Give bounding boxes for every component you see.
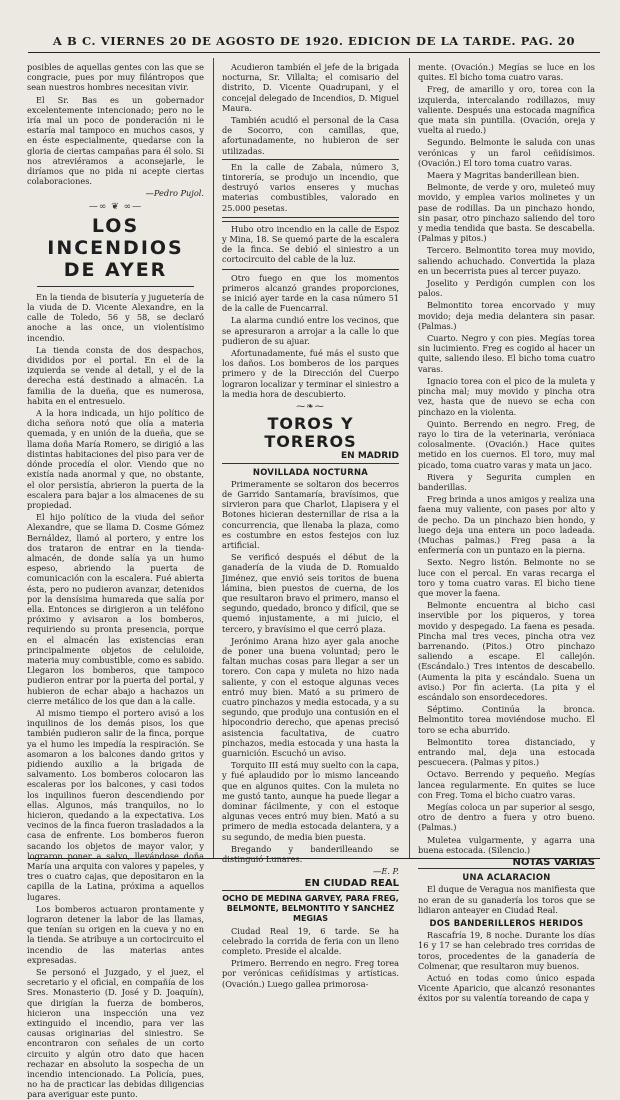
article-paragraph: Quinto. Berrendo en negro. Freg, de rayo lo tira de la veterinaria, veróniaca colosalmente. (Ovación.) Hace quites metido en los cuernos. El toro, muy mal picado, toma cuatro varas y mata un jaco. (418, 418, 595, 470)
column-divider (213, 58, 214, 858)
ornament-divider: —∞ ❦ ∞— (88, 201, 143, 212)
banderilleros-heading: DOS BANDERILLEROS HERIDOS (429, 918, 584, 929)
incendios-heading: LOS INCENDIOS (47, 214, 184, 259)
article-paragraph: En la tienda de bisutería y juguetería de la viuda de D. Vicente Alexandre, en la calle de Toledo, 56 y 58, se declaró anoche a las once, un violentísimo incendio. (27, 291, 204, 343)
article-paragraph: Bregando y banderilleando se distinguió Lunares. (222, 843, 399, 865)
article-paragraph: Ciudad Real 19, 6 tarde. Se ha celebrado la corrida de feria con un lleno completo. Preside el alcalde. (222, 925, 399, 957)
article-paragraph: Se personó el Juzgado, y el juez, el secretario y el oficial, en compañía de los Sres. Monasterio (D. José y D. Joaquín), que dirigían la fuerza de bomberos, hicieron una inspección una vez extinguido el incendio, para ver las causas originarias del siniestro. Se encontraron con señales de un corto circuito y algún otro dato que hacen rechazar en absoluto la sospecha de un incendio intencionado. La Policía, pues, no ha de practicar las debidas diligencias para averiguar este punto. (27, 967, 204, 1100)
notas-varias-heading: NOTAS VARIAS (418, 858, 595, 869)
article-paragraph: Sexto. Negro listón. Belmonte no se luce con el percal. En varas recarga el toro y toma cuatro varas. El bicho tiene que mover la faena. (418, 557, 595, 598)
article-paragraph: Al mismo tiempo el portero avisó a los inquilinos de los demás pisos, los que también pudieron salir de la finca, porque ya el humo les impedía la respiración. Se asomaron a los balcones dando gritos y pidiendo auxilio a la brigada de salvamento. Los bomberos colocaron las escaleras por los balcones, y casi todos los inquilinos fueron descendiendo por ellas. Algunos, más tranquilos, no lo hicieron, quedando a la expectativa. Los vecinos de la finca fueron trasladados a la casa de enfrente. Los bomberos fueron sacando los objetos de mayor valor, y lograron poner a salvo, llevándose doña María una arquita con valores y papeles, y tres o cuatro cajas, que depositaron en la capilla de la Latina, próxima a aquellos lugares. (27, 707, 204, 902)
article-paragraph: Jerónimo Arana hizo ayer gala anoche de poner una buena voluntad; pero le faltan muchas cosas para llegar a ser un torero. Con capa y muleta no hizo nada saliente, y con el estoque algunas veces entró muy bien. Mató a su primero de cuatro pinchazos y media estocada, y a su segundo, que produjo una contusión en el hipocondrio derecho, que apenas precisó asistencia facultativa, de cuatro pinchazos, media estocada y una hasta la guarnición. Escuchó un aviso. (222, 635, 399, 758)
corrida-heading: OCHO DE MEDINA GARVEY, PARA FREG, BELMONTE, BELMONTITO Y SANCHEZ MEGIAS (222, 893, 399, 923)
article-signature: —E. P. (373, 866, 399, 877)
article-paragraph: También acudió el personal de la Casa de Socorro, con camillas, que, afortunadamente, no hubieron de ser utilizadas. (222, 115, 399, 156)
article-paragraph: Acudieron también el jefe de la brigada nocturna, Sr. Villalta; el comisario del distrito, D. Vicente Quadrupani, y el concejal delegado de Incendios, D. Miguel Maura. (222, 62, 399, 113)
article-paragraph: Megías coloca un par superior al sesgo, otro de dentro a fuera y otro bueno. (Palmas.) (418, 802, 595, 833)
news-brief-box (222, 221, 399, 270)
article-paragraph: Primeramente se soltaron dos becerros de Garrido Santamaría, bravísimos, que sirvieron para que Charlot, Llapisera y el Botones hicieran desternillar de risa a la concurrencia, que llenaba la plaza, como es costumbre en estos festejos con luz artificial. (222, 478, 399, 550)
ornament-divider: ⁓❧⁓ (296, 402, 325, 413)
article-paragraph: Rascafría 19, 8 noche. Durante los días 16 y 17 se han celebrado tres corridas de toros, procedentes de la ganadería de Colmenar, que resultaron muy buenos. (418, 930, 595, 971)
incendios-subheading: DE AYER (63, 258, 168, 281)
article-paragraph: Freg brinda a unos amigos y realiza una faena muy valiente, con pases por alto y de pecho. Da un pinchazo bien hondo, y luego deja una entera un poco ladeada. (Muchas palmas.) Freg pasa a la enfermería con un puntazo en la pierna. (418, 494, 595, 556)
header-rule (28, 52, 600, 53)
article-paragraph: El duque de Veragua nos manifiesta que no eran de su ganadería los toros que se lidiaron anteayer en Ciudad Real. (418, 884, 595, 915)
article-paragraph: Otro fuego en que los momentos primeros alcanzó grandes proporciones, se inició ayer tarde en la casa número 51 de la calle de Fuencarral. (222, 272, 399, 314)
article-paragraph: Afortunadamente, fué más el susto que los daños. Los bomberos de los parques primero y de la Dirección del Cuerpo lograron localizar y terminar el siniestro a la media hora de descubierto. (222, 348, 399, 399)
article-paragraph: El Sr. Bas es un gobernador excelentemente intencionado; pero no le iría mal un poco de ponderación ni le estaría mal tampoco en muchos casos, y en éste especialmente, quedarse con la gloria de ciertas campañas para él solo. Si nos atreviéramos a aconsejarle, le diríamos que no pida ni acepte ciertas colaboraciones. (27, 94, 204, 187)
aclaracion-heading: UNA ACLARACION (462, 872, 551, 883)
article-paragraph: Se verificó después el début de la ganadería de la viuda de D. Romualdo Jiménez, que envió seis toritos de buena lámina, bien puestos de cuerna, de los que resultaron bravo el primero, manso el segundo, quedado, bronco y difícil, que se quemó injustamente, a mi juicio, el tercero, y bravísimo el que cerró plaza. (222, 552, 399, 634)
article-paragraph: El hijo político de la viuda del señor Alexandre, que se llama D. Cosme Gómez Bernáldez, llamó al portero, y entre los dos trataron de entrar en la tienda-almacén, de donde salía ya un humo espeso, abriendo la puerta de comunicación con la escalera. Fué abierta ésta, pero no pudieron avanzar, detenidos por la densísima humareda que salía por ella. Entonces se dirigieron a un teléfono próximo y avisaron a los bomberos, requiriendo su pronta presencia, porque en el almacén las existencias eran principalmente objetos de celuloide, materia muy combustible, como es sabido. Llegaron los bomberos, que tampoco pudieron entrar por la puerta del portal, y hubieron de echar abajo a hachazos un cierre metálico de los que dan a la calle. (27, 512, 204, 706)
article-paragraph: Séptimo. Continúa la bronca. Belmontito torea moviéndose mucho. El toro se echa aburrido. (418, 704, 595, 735)
column-3 (418, 62, 595, 1004)
article-paragraph: Hubo otro incendio en la calle de Espoz y Mina, 18. Se quemó parte de la escalera de la finca. Se debió el siniestro a un cortocircuito del cable de la luz. (222, 223, 399, 265)
article-paragraph: Ignacio torea con el pico de la muleta y pincha mal; muy movido y pincha otra vez, hasta que de nuevo se echa con pinchazo en la violenta. (418, 375, 595, 417)
article-paragraph: Primero. Berrendo en negro. Freg torea por verónicas ceñidísimas y artísticas. (Ovación.) Luego gallea primorosa- (222, 958, 399, 989)
ciudad-real-heading: EN CIUDAD REAL (222, 879, 399, 890)
column-1 (27, 62, 204, 1100)
toros-subheading: EN MADRID (222, 451, 399, 463)
article-paragraph: A la hora indicada, un hijo político de dicha señora notó que olía a materia quemada, y en unión de la dueña, que se llama doña María Romero, se dirigió a las distintas habitaciones del piso para ver de dónde procedía el olor. Viendo que no existía nada anormal y que, no obstante, el olor persistía, abrieron la puerta de la escalera para bajar a los almacenes de su propiedad. (27, 408, 204, 510)
column-divider (409, 58, 410, 858)
article-paragraph: Octavo. Berrendo y pequeño. Megías lancea regularmente. En quites se luce con Freg. Toma el bicho cuatro varas. (418, 769, 595, 800)
ornament-rule (37, 286, 194, 287)
news-brief-box (222, 159, 399, 218)
article-paragraph: Freg, de amarillo y oro, torea con la izquierda, intercalando rodillazos, muy valiente. Después una estocada magnífica que mata sin puntilla. (Ovación, oreja y vuelta al ruedo.) (418, 84, 595, 136)
article-paragraph: Belmonte encuentra al bicho casi inservible por los piqueros, y torea movido y despegado. La faena es pesada. Pincha mal tres veces, pincha otra vez barrenando. (Pitos.) Otro pinchazo saliendo a escape. El callejón. (Escándalo.) Tres intentos de descabello. (Aumenta la pita y escándalo. Suena un aviso.) Por fin acierta. (La pita y el escándalo son ensordecedores. (418, 600, 595, 702)
article-paragraph: Segundo. Belmonte le saluda con unas verónicas y un farol ceñidísimos. (Ovación.) El toro toma cuatro varas. (418, 137, 595, 168)
article-paragraph: Maera y Magritas banderillean bien. (427, 170, 580, 181)
article-paragraph: mente. (Ovación.) Megías se luce en los quites. El bicho toma cuatro varas. (418, 62, 595, 83)
article-paragraph: Muletea vulgarmente, y agarra una buena estocada. (Silencio.) (418, 834, 595, 855)
article-paragraph: Cuarto. Negro y con pies. Megías torea sin lucimiento. Freg es cogido al hacer un quite, saliendo ileso. El bicho toma cuatro varas. (418, 333, 595, 374)
article-paragraph: Belmontito torea encorvado y muy movido; deja media delantera sin pasar. (Palmas.) (418, 300, 595, 331)
column-2 (222, 62, 399, 989)
article-paragraph: Actuó en todas como único espada Vicente Aparicio, que alcanzó resonantes éxitos por su valentía toreando de capa y (418, 973, 595, 1004)
novillada-heading: NOVILLADA NOCTURNA (252, 466, 369, 477)
article-paragraph: Joselito y Perdigón cumplen con los palos. (418, 278, 595, 299)
article-paragraph: La alarma cundió entre los vecinos, que se apresuraron a arrojar a la calle lo que pudieron de su ajuar. (222, 315, 399, 346)
article-paragraph: posibles de aquellas gentes con las que se congracie, pues por muy filántropos que sean nuestros hombres necesitan vivir. (27, 62, 204, 93)
article-paragraph: Los bomberos actuaron prontamente y lograron detener la labor de las llamas, que tenían su origen en la cueva y no en la tienda. Se atribuye a un cortocircuito el incendio de las materias antes expresadas. (27, 903, 204, 965)
article-paragraph: Torquito III está muy suelto con la capa, y fué aplaudido por lo mismo lanceando que en algunos quites. Con la muleta no me gustó tanto, aunque ha puede llegar a dominar fácilmente, y con el estoque algunas veces entró muy bien. Mató a su primero de media estocada delantera, y a su segundo, de media bien puesta. (222, 760, 399, 842)
page-header: A B C. VIERNES 20 DE AGOSTO DE 1920. EDICION DE LA TARDE. PAG. 20 (52, 34, 576, 48)
article-paragraph: Tercero. Belmontito torea muy movido, saliendo achuchado. Convertida la plaza en un becerrista pues al tercer puyazo. (418, 245, 595, 276)
article-paragraph: En la calle de Zabala, número 3, tintorería, se produjo un incendio, que destruyó varios enseres y muchas materias combustibles, valorado en 25.000 pesetas. (222, 161, 399, 213)
article-paragraph: La tienda consta de dos despachos, divididos por el portal. En el de la izquierda se vende al detall, y el de la derecha está destinado a almacén. La familia de la dueña, que es numerosa, habita en el entresuelo. (27, 344, 204, 406)
toros-heading: TOROS Y TOREROS (264, 414, 357, 452)
article-paragraph: Belmontito torea distanciado, y entrando mal, deja una estocada pescuecera. (Palmas y pitos.) (418, 736, 595, 768)
article-paragraph: Rivera y Segurita cumplen en banderillas. (418, 471, 595, 492)
footer-rule (28, 858, 600, 859)
article-paragraph: Belmonte, de verde y oro, muleteó muy movido, y emplea varios molinetes y un pase de rodillas. Da un pinchazo hondo, sin pasar, otro pinchazo saliendo del toro y media tendida que basta. Se descabella. (Palmas y pitos.) (418, 182, 595, 244)
article-signature: —Pedro Pujol. (145, 188, 204, 199)
